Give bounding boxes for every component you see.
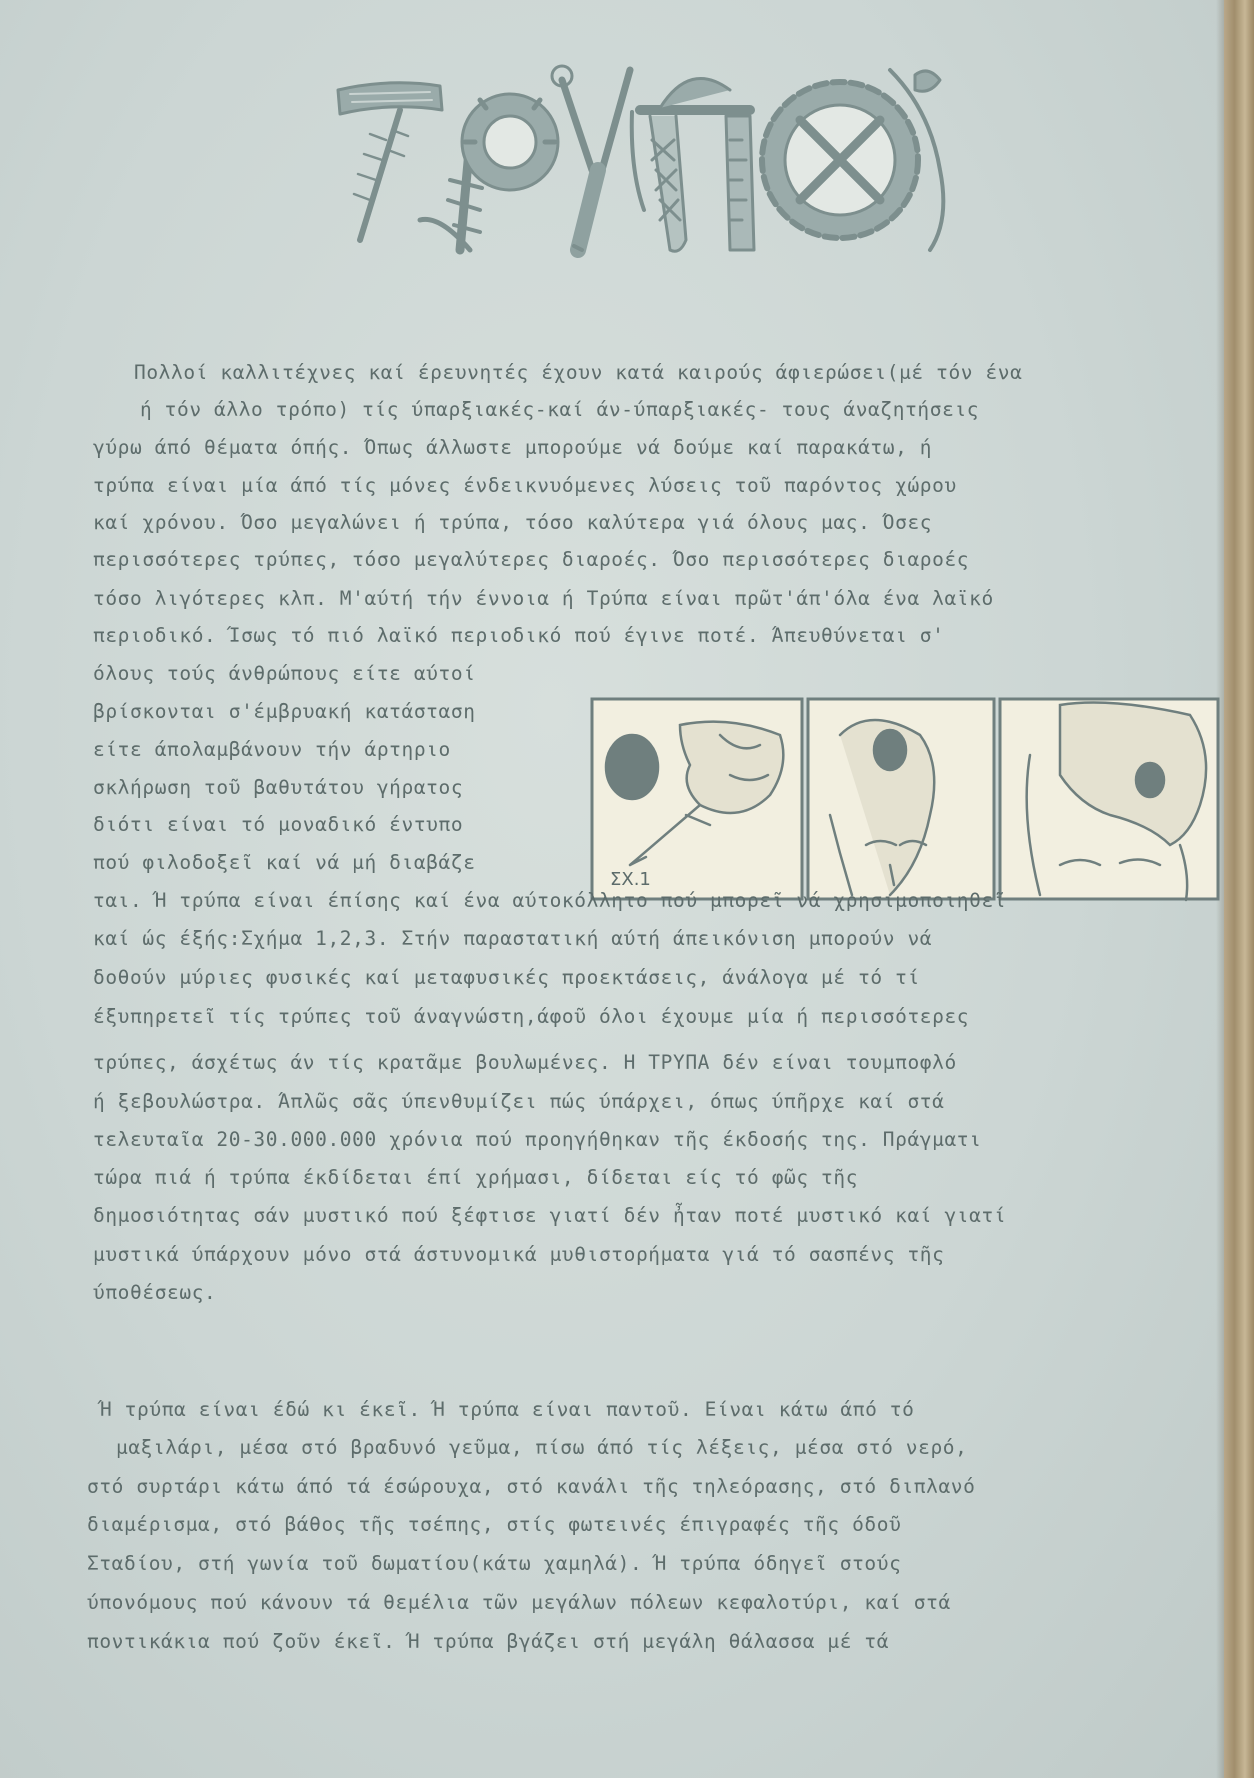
text-line: ται. Ή τρύπα είναι έπίσης καί ένα αύτοκόλλητο πού μπορεῖ νά χρησιμοποιηθεῖ [93,889,1007,912]
comic-caption: ΣΧ.1 [610,869,651,890]
text-line: τρύπα είναι μία άπό τίς μόνες ένδεικνυόμενες λύσεις τοῦ παρόντος χώρου [93,474,957,497]
text-line: καί ώς έξής:Σχήμα 1,2,3. Στήν παραστατική αύτή άπεικόνιση μπορούν νά [93,927,933,950]
text-line: μυστικά ύπάρχουν μόνο στά άστυνομικά μυθιστορήματα γιά τό σασπένς τῆς [93,1243,945,1266]
text-line: δημοσιότητας σάν μυστικό πού ξέφτισε γιατί δέν ἦταν ποτέ μυστικό καί γιατί [93,1204,1007,1227]
text-line: γύρω άπό θέματα όπής. Όπως άλλωστε μπορούμε νά δούμε καί παρακάτω, ή [93,436,933,459]
text-line: Σταδίου, στή γωνία τοῦ δωματίου(κάτω χαμηλά). Ή τρύπα όδηγεῖ στούς [87,1552,902,1575]
comic-strip [590,695,1220,905]
text-line: διότι είναι τό μοναδικό έντυπο [93,813,464,836]
text-line: μαξιλάρι, μέσα στό βραδυνό γεῦμα, πίσω άπό τίς λέξεις, μέσα στό νερό, [116,1436,968,1459]
text-line: περισσότερες τρύπες, τόσο μεγαλύτερες διαροές. Όσο περισσότερες διαροές [93,548,970,571]
text-line: σκλήρωση τοῦ βαθυτάτου γήρατος [93,776,464,799]
letter-y-drawing [552,66,630,250]
letter-p-drawing [632,78,754,251]
text-line: Πολλοί καλλιτέχνες καί έρευνητές έχουν κατά καιρούς άφιερώσει(μέ τόν ένα [134,361,1023,384]
text-line: τελευταῖα 20-30.000.000 χρόνια πού προηγήθηκαν τῆς έκδοσής της. Πράγματι [93,1128,982,1151]
text-line: Ή τρύπα είναι έδώ κι έκεῖ. Ή τρύπα είναι παντοῦ. Είναι κάτω άπό τό [100,1398,915,1421]
text-line: διαμέρισμα, στό βάθος τῆς τσέπης, στίς φωτεινές έπιγραφές τῆς όδοῦ [87,1513,902,1536]
text-line: δοθούν μύριες φυσικές καί μεταφυσικές προεκτάσεις, άνάλογα μέ τό τί [93,966,920,989]
binding-spine [1224,0,1254,1778]
letter-r-drawing [420,94,558,250]
letter-t-drawing [338,83,442,240]
text-line: έξυπηρετεῖ τίς τρύπες τοῦ άναγνώστη,άφοῦ όλοι έχουμε μία ή περισσότερες [93,1005,970,1028]
text-line: ή ξεβουλώστρα. Άπλῶς σᾶς ύπενθυμίζει πώς ύπάρχει, όπως ύπῆρχε καί στά [93,1090,945,1113]
text-line: ύπονόμους πού κάνουν τά θεμέλια τῶν μεγάλων πόλεων κεφαλοτύρι, καί στά [87,1591,951,1614]
text-line: τόσο λιγότερες κλπ. Μ'αύτή τήν έννοια ή Τρύπα είναι πρῶτ'άπ'όλα ένα λαϊκό [93,587,994,610]
text-line: ή τόν άλλο τρόπο) τίς ύπαρξιακές-καί άν-ύπαρξιακές- τους άναζητήσεις [140,398,980,421]
text-line: είτε άπολαμβάνουν τήν άρτηριο [93,738,451,761]
text-line: περιοδικό. Ίσως τό πιό λαϊκό περιοδικό πού έγινε ποτέ. Άπευθύνεται σ' [93,624,945,647]
text-line: ποντικάκια πού ζοῦν έκεῖ. Ή τρύπα βγάζει στή μεγάλη θάλασσα μέ τά [87,1630,890,1653]
text-line: όλους τούς άνθρώπους είτε αύτοί [93,662,476,685]
text-line: στό συρτάρι κάτω άπό τά έσώρουχα, στό κανάλι τῆς τηλεόρασης, στό διπλανό [87,1475,976,1498]
text-line: τρύπες, άσχέτως άν τίς κρατᾶμε βουλωμένες. Η ΤΡΥΠΑ δέν είναι τουμποφλό [93,1051,957,1074]
hole-shape [606,735,658,799]
text-line: ύποθέσεως. [93,1281,217,1304]
text-line: πού φιλοδοξεῖ καί νά μή διαβάζε [93,851,476,874]
text-line: καί χρόνου. Όσο μεγαλώνει ή τρύπα, τόσο καλύτερα γιά όλους μας. Όσες [93,511,933,534]
text-line: βρίσκονται σ'έμβρυακή κατάσταση [93,700,476,723]
masthead-logo [330,50,960,260]
text-line: τώρα πιά ή τρύπα έκδίδεται έπί χρήμασι, δίδεται είς τό φῶς τῆς [93,1166,859,1189]
letter-a-drawing [762,70,943,250]
